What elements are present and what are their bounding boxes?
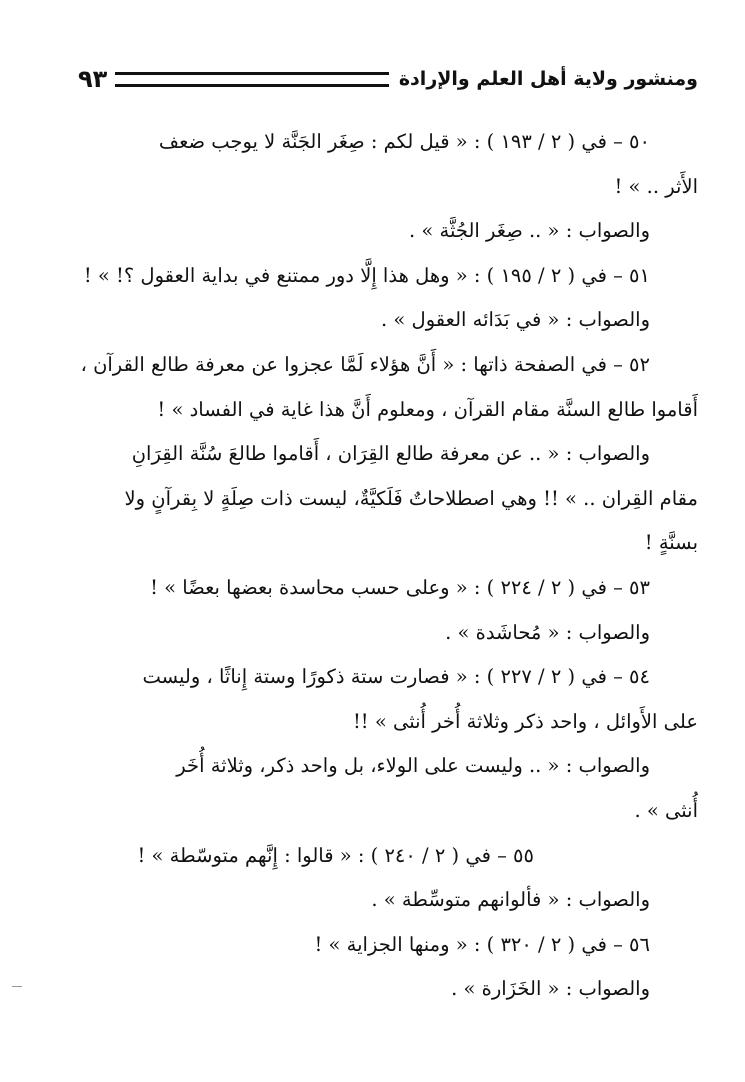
text-line: والصواب : « .. وليست على الولاء، بل واحد ذكر، وثلاثة أُخَر <box>176 754 650 778</box>
text-line: مقام القِران .. » !! وهي اصطلاحاتٌ فَلَكيَّةٌ، ليست ذات صِلَةٍ لا بِقرآنٍ ولا <box>124 486 698 510</box>
page-number: ٩٣ <box>78 65 108 93</box>
text-line: والصواب : « مُحاشَدة » . <box>445 620 650 644</box>
text-line: والصواب : « الخَزَارة » . <box>451 977 650 1001</box>
text-line: ٥٢ – في الصفحة ذاتها : « أَنَّ هؤلاء لَمَّا عجزوا عن معرفة طالع القرآن ، <box>80 352 650 376</box>
header-double-rule <box>115 72 389 87</box>
text-line: والصواب : « في بَدَائه العقول » . <box>381 308 650 332</box>
text-line: بسنَّةٍ ! <box>644 531 698 555</box>
margin-mark <box>12 986 22 987</box>
text-line: ٥٤ – في ( ٢ / ٢٢٧ ) : « فصارت ستة ذكورًا وستة إِناثًا ، وليست <box>142 665 650 689</box>
text-line: والصواب : « .. عن معرفة طالع القِرَان ، أَقاموا طالعَ سُنَّة القِرَانِ <box>131 442 650 466</box>
running-title: ومنشور ولاية أهل العلم والإرادة <box>398 68 698 90</box>
text-line: ٥٥ – في ( ٢ / ٢٤٠ ) : « قالوا : إِنَّهم متوسّطة » ! <box>137 843 534 867</box>
text-line: أَقاموا طالع السنَّة مقام القرآن ، ومعلوم أَنَّ هذا غاية في الفساد » ! <box>157 397 698 421</box>
text-line: ٥٣ – في ( ٢ / ٢٢٤ ) : « وعلى حسب محاسدة بعضها بعضًا » ! <box>150 575 650 599</box>
text-line: أُنثى » . <box>634 798 698 822</box>
text-line: والصواب : « فألوانهم متوسِّطة » . <box>371 888 650 912</box>
text-line: ٥٦ – في ( ٢ / ٣٢٠ ) : « ومنها الجزاية » ! <box>314 932 650 956</box>
text-line: والصواب : « .. صِغَر الجُثَّة » . <box>409 219 650 243</box>
text-line: الأَثر .. » ! <box>614 174 698 198</box>
text-line: على الأَوائل ، واحد ذكر وثلاثة أُخر أُنثى » !! <box>352 709 698 733</box>
body-text <box>80 120 698 1012</box>
text-line: ٥١ – في ( ٢ / ١٩٥ ) : « وهل هذا إِلَّا دور ممتنع في بداية العقول ؟! » ! <box>83 263 650 287</box>
text-line: ٥٠ – في ( ٢ / ١٩٣ ) : « قيل لكم : صِغَر الجَنَّة لا يوجب ضعف <box>158 130 650 153</box>
running-header <box>78 62 698 96</box>
